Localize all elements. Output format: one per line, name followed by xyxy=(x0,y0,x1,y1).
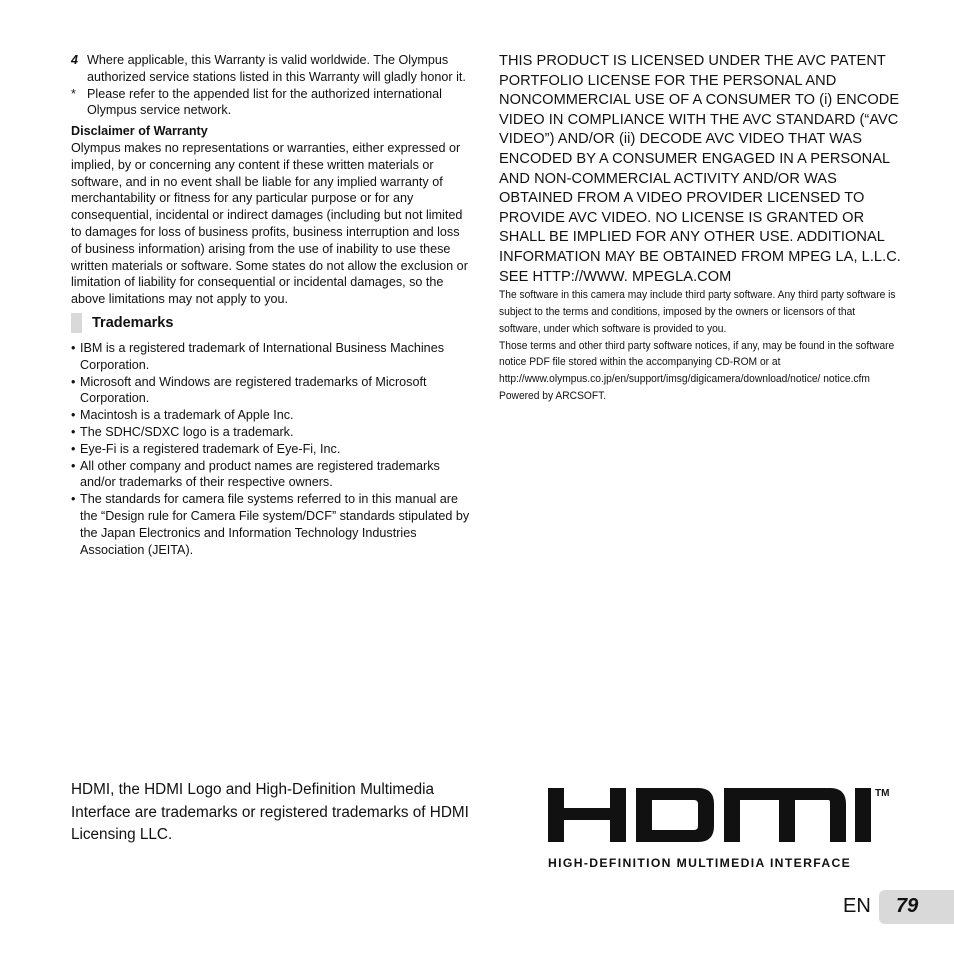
bullet: • xyxy=(71,340,76,355)
item-number: 4 xyxy=(71,53,79,67)
list-item xyxy=(71,491,471,558)
hdmi-logo-tagline: HIGH-DEFINITION MULTIMEDIA INTERFACE xyxy=(548,856,852,870)
warranty-item-4 xyxy=(71,52,471,86)
trademarks-list xyxy=(71,340,471,558)
software-notice-location: Those terms and other third party software notices, if any, may be found in the software notice PDF file stored within the accompanying CD-ROM or at http://www.olympus.co.jp/en/support/imsg/digicamera/download/notice/ notice.cfm xyxy=(499,339,895,386)
section-marker-bar xyxy=(71,313,82,333)
page-number: 79 xyxy=(896,895,919,917)
disclaimer-heading: Disclaimer of Warranty xyxy=(71,124,208,139)
list-item-text: IBM is a registered trademark of International Business Machines Corporation. xyxy=(80,340,444,372)
list-item xyxy=(71,424,471,441)
left-column xyxy=(71,52,471,558)
list-item xyxy=(71,340,471,374)
warranty-note-text: Please refer to the appended list for the authorized international Olympus service network. xyxy=(87,86,442,118)
list-item xyxy=(71,458,471,492)
bullet: • xyxy=(71,441,76,456)
list-item-text: Microsoft and Windows are registered trademarks of Microsoft Corporation. xyxy=(80,374,427,406)
list-item-text: The SDHC/SDXC logo is a trademark. xyxy=(80,424,294,439)
right-column xyxy=(499,52,909,405)
bullet: • xyxy=(71,492,76,507)
bullet: • xyxy=(71,424,76,439)
list-item-text: The standards for camera file systems referred to in this manual are the “Design rule for Camera File system/DCF” standards stipulated by the Japan Electronics and Information Technology Industries Association (JEITA). xyxy=(80,492,470,557)
third-party-software-notice: The software in this camera may include third party software. Any third party software is subject to the terms and conditions, imposed by the owners or licensors of that software, under which software is provided to you. xyxy=(499,289,896,335)
list-item-text: Macintosh is a trademark of Apple Inc. xyxy=(80,408,294,423)
warranty-note xyxy=(71,86,471,120)
software-notices xyxy=(499,287,900,405)
avc-license-notice: THIS PRODUCT IS LICENSED UNDER THE AVC PATENT PORTFOLIO LICENSE FOR THE PERSONAL AND NONCOMMERCIAL USE OF A CONSUMER TO (i) ENCODE VIDEO IN COMPLIANCE WITH THE AVC STANDARD (“AVC VIDEO”) AND/OR (ii) DECODE AVC VIDEO THAT WAS ENCODED BY A CONSUMER ENGAGED IN A PERSONAL AND NON-COMMERCIAL ACTIVITY AND/OR WAS OBTAINED FROM A VIDEO PROVIDER LICENSED TO PROVIDE AVC VIDEO. NO LICENSE IS GRANTED OR SHALL BE IMPLIED FOR ANY OTHER USE. ADDITIONAL INFORMATION MAY BE OBTAINED FROM MPEG LA, L.L.C. SEE HTTP://WWW. MPEGLA.COM xyxy=(499,53,901,285)
hdmi-trademark-text: HDMI, the HDMI Logo and High-Definition Multimedia Interface are trademarks or registered trademarks of HDMI Licensing LLC. xyxy=(71,781,469,843)
bullet: • xyxy=(71,458,76,473)
disclaimer-body: Olympus makes no representations or warranties, either expressed or implied, by or concerning any content if these written materials or software, and in no event shall be liable for any implied warranty of merchantability or fitness for any particular purpose or for any consequential, incidental or indirect damages (including but not limited to damages for loss of business profits, business interruption and loss of business information) arising from the use of inability to use these written materials or software. Some states do not allow the exclusion or limitation of liability for consequential or incidental damages, so the above limitations may not apply to you. xyxy=(71,140,468,307)
list-item-text: Eye-Fi is a registered trademark of Eye-Fi, Inc. xyxy=(80,441,341,456)
bullet: • xyxy=(71,408,76,423)
list-item-text: All other company and product names are registered trademarks and/or trademarks of their respective owners. xyxy=(80,458,440,490)
trademark-symbol: TM xyxy=(875,788,890,799)
list-item xyxy=(71,374,471,408)
hdmi-letter-i xyxy=(855,788,871,842)
list-item xyxy=(71,407,471,424)
powered-by-text: Powered by ARCSOFT. xyxy=(499,389,607,402)
trademarks-heading: Trademarks xyxy=(92,314,174,331)
language-label: EN xyxy=(843,895,871,917)
list-item xyxy=(71,441,471,458)
trademarks-heading-row xyxy=(71,312,471,334)
note-asterisk: * xyxy=(71,86,76,101)
hdmi-letter-d xyxy=(636,788,714,842)
hdmi-letter-h xyxy=(548,788,626,842)
bullet: • xyxy=(71,374,76,389)
hdmi-logo xyxy=(548,786,894,844)
warranty-item-text: Where applicable, this Warranty is valid worldwide. The Olympus authorized service stations listed in this Warranty will gladly honor it. xyxy=(87,53,466,84)
hdmi-letter-m xyxy=(724,788,846,842)
